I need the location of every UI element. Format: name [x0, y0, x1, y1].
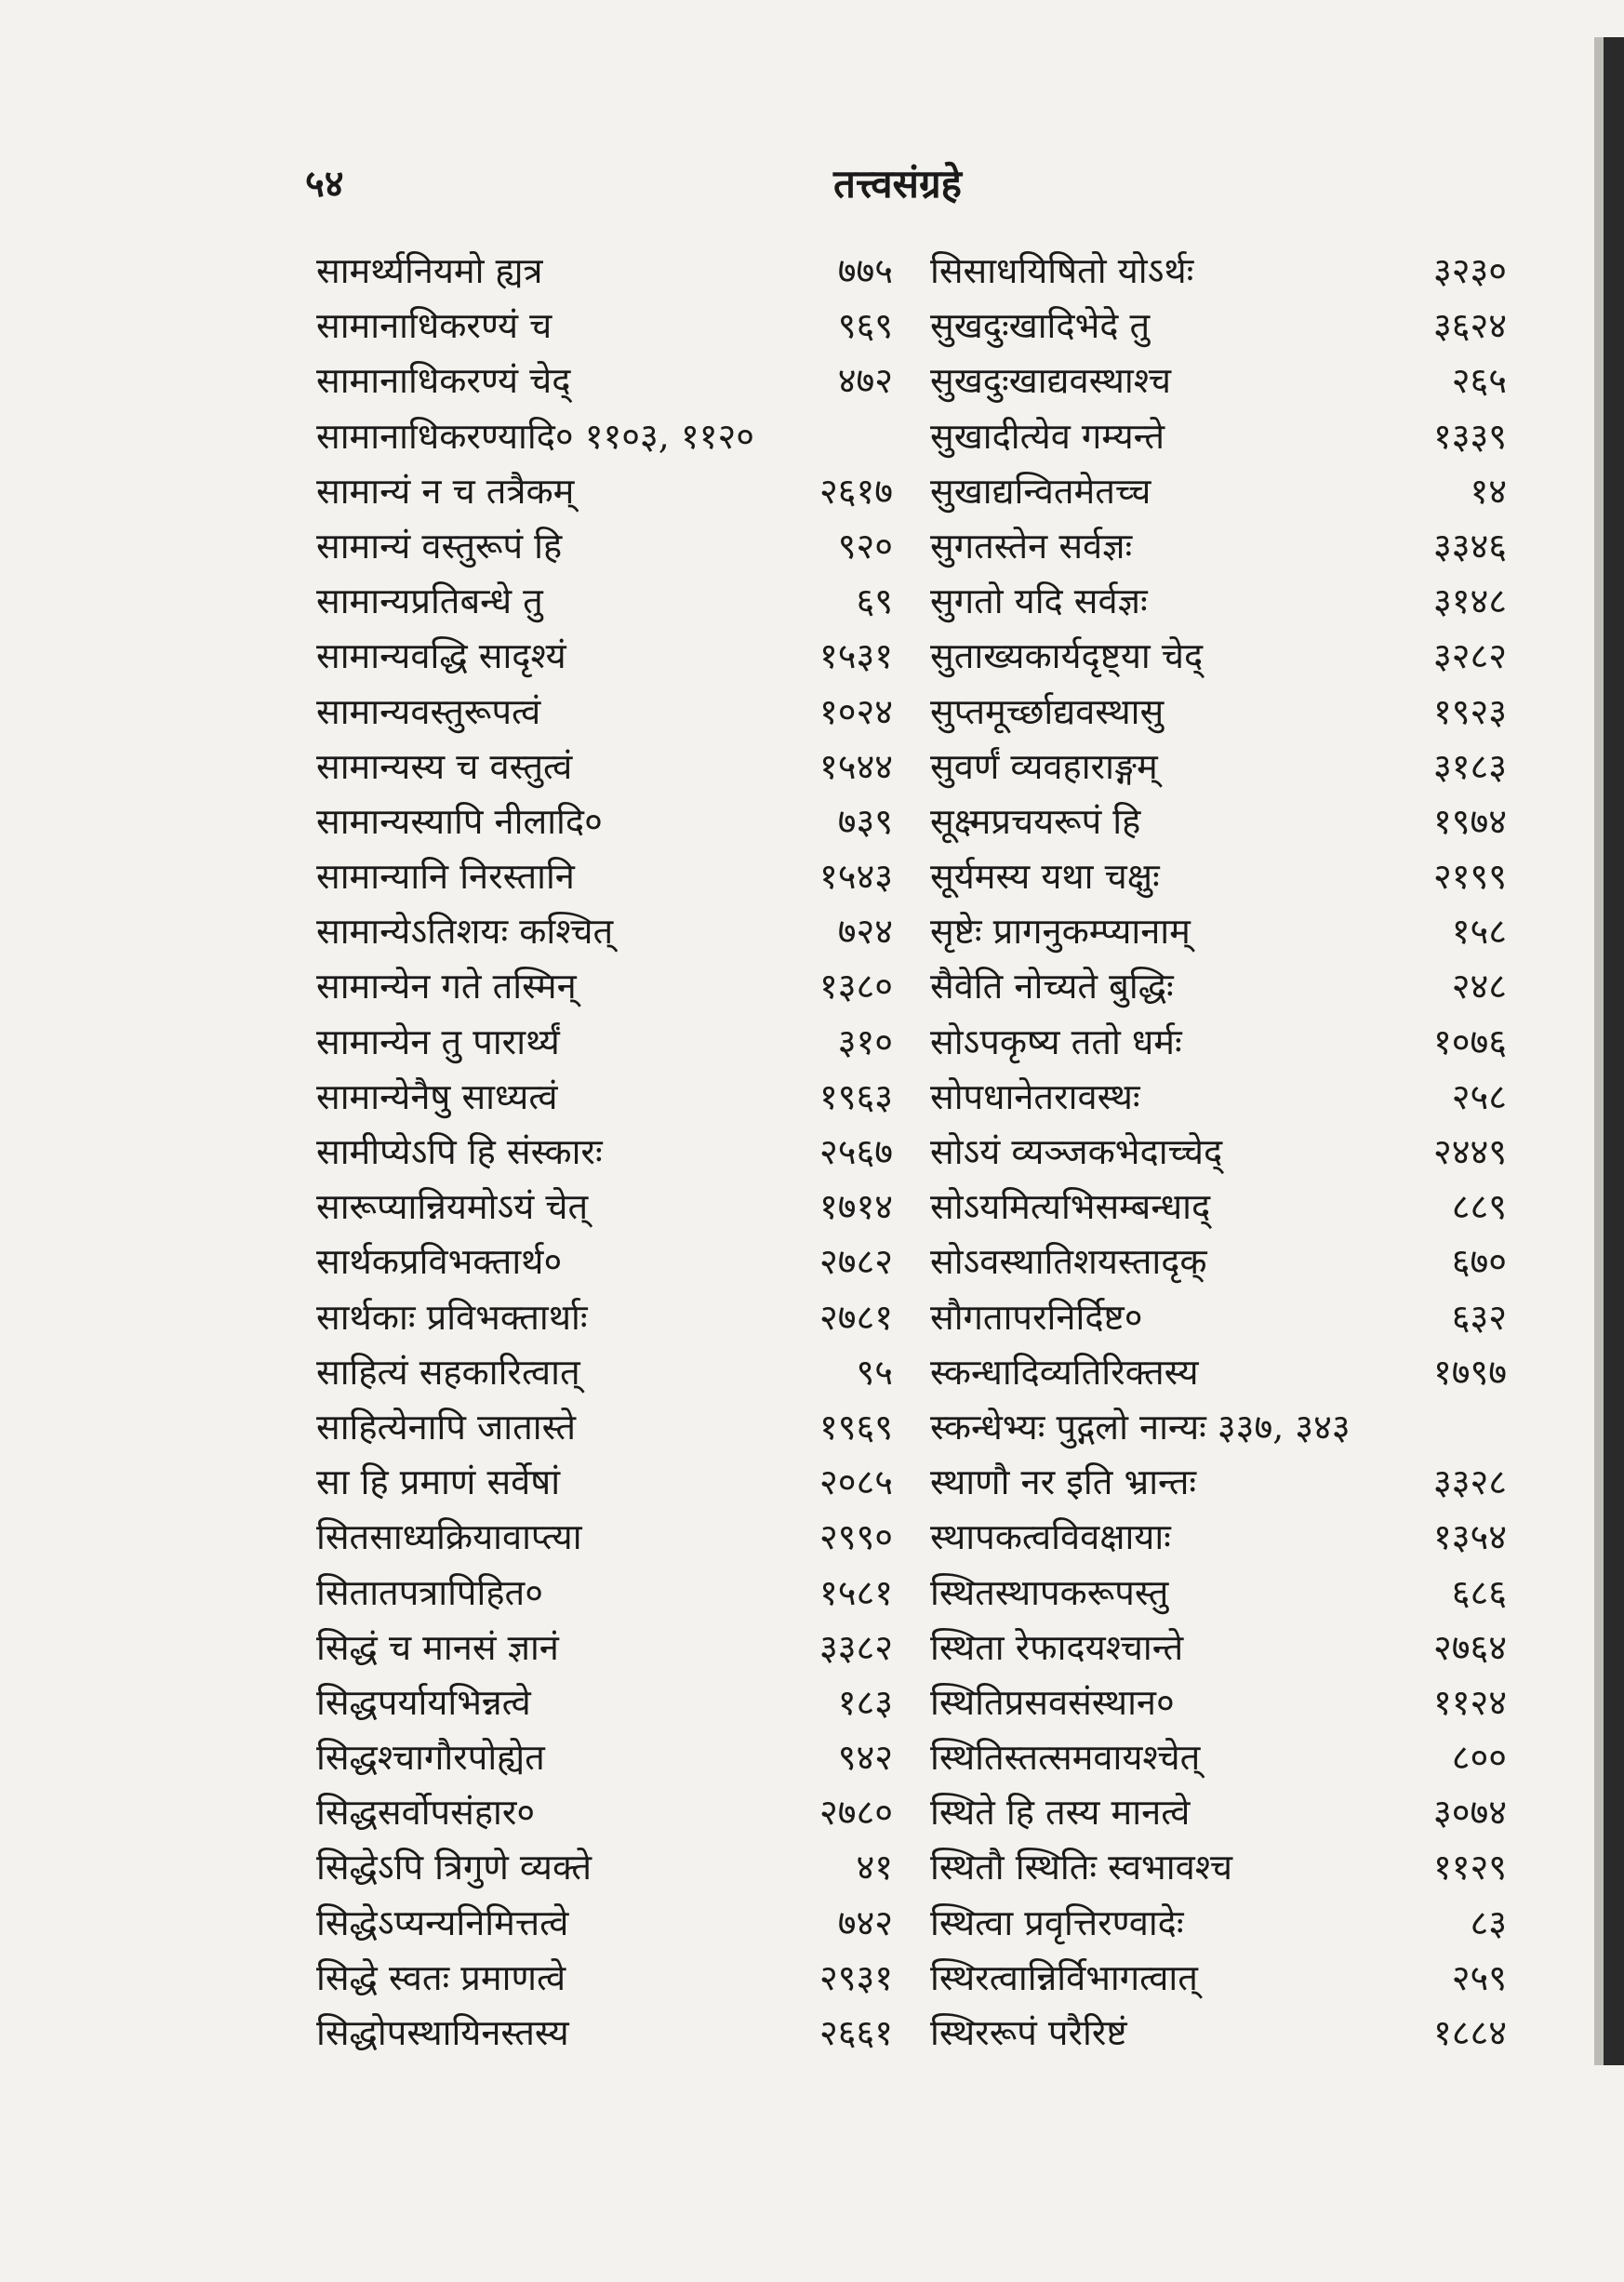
verse-number: ८३ — [1470, 1902, 1507, 1943]
index-entry — [930, 244, 1525, 299]
verse-opening: सामानाधिकरण्यं च — [316, 305, 552, 347]
verse-opening: सामानाधिकरण्यं चेद् — [316, 360, 571, 402]
index-entry — [316, 1180, 912, 1234]
verse-number: ७७५ — [837, 250, 893, 291]
verse-number: १९७४ — [1432, 800, 1507, 842]
verse-opening: सोपधानेतरावस्थः — [930, 1075, 1140, 1117]
index-entry — [316, 409, 912, 464]
verse-opening: स्थितिस्तत्समवायश्चेत् — [930, 1737, 1201, 1779]
verse-number: १९२३ — [1432, 690, 1507, 732]
verse-number: १३३९ — [1432, 415, 1507, 457]
verse-number: १३५४ — [1432, 1516, 1507, 1558]
index-entry — [930, 740, 1525, 794]
index-entry — [930, 354, 1525, 408]
index-entry — [316, 354, 912, 408]
verse-opening: स्कन्धेभ्यः पुद्गलो नान्यः ३३७, ३४३ — [930, 1406, 1351, 1448]
verse-number: २६६१ — [819, 2012, 893, 2053]
verse-number: १७९७ — [1432, 1351, 1507, 1393]
verse-number: ९६९ — [837, 305, 893, 347]
verse-opening: सुवर्णं व्यवहाराङ्गम् — [930, 745, 1158, 787]
verse-opening: स्थितिप्रसवसंस्थान० — [930, 1681, 1175, 1723]
verse-number: २७८१ — [819, 1296, 893, 1338]
index-entry — [930, 409, 1525, 464]
verse-number: ८८९ — [1451, 1186, 1507, 1228]
index-entry — [930, 849, 1525, 904]
page-gutter-shadow — [1594, 37, 1604, 2065]
verse-number: ६९ — [856, 581, 893, 622]
index-entry — [316, 1675, 912, 1730]
index-entry — [316, 1566, 912, 1621]
verse-opening: सिद्धं च मानसं ज्ञानं — [316, 1626, 559, 1668]
verse-number: ८०० — [1451, 1737, 1507, 1779]
page-header — [279, 156, 1516, 221]
page-number: ५४ — [305, 162, 344, 206]
verse-opening: स्थितस्थापकरूपस्तु — [930, 1571, 1169, 1613]
verse-index — [316, 244, 1525, 2179]
verse-opening: सोऽवस्थातिशयस्तादृक् — [930, 1241, 1207, 1283]
verse-number: १९६९ — [819, 1406, 893, 1448]
index-entry — [930, 464, 1525, 519]
verse-number: ३६२४ — [1432, 305, 1507, 347]
verse-number: २७८० — [819, 1792, 893, 1834]
verse-opening: सा हि प्रमाणं सर्वेषां — [316, 1461, 561, 1503]
verse-number: ३३४६ — [1432, 525, 1507, 567]
verse-opening: स्थितौ स्थितिः स्वभावश्च — [930, 1847, 1233, 1888]
verse-opening: सामान्यप्रतिबन्धे तु — [316, 581, 543, 622]
verse-opening: सितसाध्यक्रियावाप्त्या — [316, 1516, 582, 1558]
verse-opening: सामानाधिकरण्यादि० ११०३, ११२० — [316, 415, 754, 457]
verse-opening: सोऽपकृष्य ततो धर्मः — [930, 1021, 1182, 1062]
verse-opening: स्थापकत्वविवक्षायाः — [930, 1516, 1171, 1558]
verse-opening: सुखदुःखादिभेदे तु — [930, 305, 1151, 347]
index-entry — [930, 1125, 1525, 1180]
verse-number: ६३२ — [1451, 1296, 1507, 1338]
verse-number: ९५ — [856, 1351, 893, 1393]
verse-opening: स्थिते हि तस्य मानत्वे — [930, 1792, 1191, 1834]
verse-opening: सिद्धेऽपि त्रिगुणे व्यक्ते — [316, 1847, 592, 1888]
index-entry — [316, 685, 912, 740]
verse-number: ३३८२ — [819, 1626, 893, 1668]
verse-number: १५८१ — [819, 1571, 893, 1613]
verse-opening: सुप्तमूर्च्छाद्यवस्थासु — [930, 690, 1165, 732]
index-entry — [930, 904, 1525, 959]
verse-opening: सामान्येऽतिशयः कश्चित् — [316, 911, 614, 953]
index-entry — [930, 1730, 1525, 1785]
verse-opening: स्थित्वा प्रवृत्तिरण्वादेः — [930, 1902, 1184, 1943]
index-entry — [930, 574, 1525, 629]
verse-opening: सिद्धश्चागौरपोह्येत — [316, 1737, 545, 1779]
verse-number: ३१८३ — [1432, 745, 1507, 787]
verse-opening: साहित्यं सहकारित्वात् — [316, 1351, 580, 1393]
verse-number: २६१७ — [819, 470, 893, 512]
index-entry — [316, 794, 912, 849]
index-entry — [316, 1621, 912, 1675]
index-entry — [930, 1234, 1525, 1289]
index-entry — [930, 1840, 1525, 1895]
verse-opening: सामान्यस्यापि नीलादि० — [316, 800, 603, 842]
running-title: तत्त्वसंग्रहे — [833, 161, 962, 207]
index-entry — [930, 959, 1525, 1014]
verse-number: ३१० — [837, 1021, 893, 1062]
verse-opening: सिद्धसर्वोपसंहार० — [316, 1792, 536, 1834]
verse-opening: सुगतस्तेन सर्वज्ञः — [930, 525, 1133, 567]
index-entry — [930, 1455, 1525, 1510]
verse-number: ३०७४ — [1432, 1792, 1507, 1834]
verse-number: २४८ — [1451, 966, 1507, 1008]
verse-opening: सैवेति नोच्यते बुद्धिः — [930, 966, 1174, 1008]
index-entry — [930, 1400, 1525, 1455]
verse-opening: सामर्थ्यनियमो ह्यत्र — [316, 250, 543, 291]
index-entry — [316, 519, 912, 574]
verse-opening: स्थिता रेफादयश्चान्ते — [930, 1626, 1184, 1668]
verse-opening: सामान्यवस्तुरूपत्वं — [316, 690, 541, 732]
verse-opening: स्थाणौ नर इति भ्रान्तः — [930, 1461, 1197, 1503]
verse-opening: सामान्यं न च तत्रैकम् — [316, 470, 575, 512]
verse-number: १४ — [1470, 470, 1507, 512]
index-entry — [316, 1234, 912, 1289]
index-entry — [930, 1070, 1525, 1125]
verse-number: १५८ — [1451, 911, 1507, 953]
verse-opening: सोऽयमित्यभिसम्बन्धाद् — [930, 1186, 1211, 1228]
index-entry — [930, 685, 1525, 740]
index-entry — [930, 794, 1525, 849]
index-entry — [316, 959, 912, 1014]
verse-opening: साहित्येनापि जातास्ते — [316, 1406, 577, 1448]
verse-number: २५८ — [1451, 1075, 1507, 1117]
index-entry — [930, 299, 1525, 354]
verse-number: ७४२ — [837, 1902, 893, 1943]
verse-opening: सामान्येन गते तस्मिन् — [316, 966, 577, 1008]
verse-number: ९२० — [837, 525, 893, 567]
verse-number: ३३२८ — [1432, 1461, 1507, 1503]
verse-number: १५३१ — [819, 635, 893, 677]
index-entry — [316, 299, 912, 354]
verse-opening: स्थिररूपं परैरिष्टं — [930, 2012, 1127, 2053]
verse-opening: सामीप्येऽपि हि संस्कारः — [316, 1131, 603, 1172]
verse-number: ७३९ — [837, 800, 893, 842]
verse-number: ९४२ — [837, 1737, 893, 1779]
verse-opening: सोऽयं व्यञ्जकभेदाच्चेद् — [930, 1131, 1223, 1172]
verse-number: २४४९ — [1432, 1131, 1507, 1172]
index-entry — [930, 1785, 1525, 1840]
verse-number: २०८५ — [819, 1461, 893, 1503]
verse-number: २९३१ — [819, 1956, 893, 1998]
index-entry — [316, 1785, 912, 1840]
verse-number: १०७६ — [1432, 1021, 1507, 1062]
right-column — [930, 244, 1525, 2061]
index-entry — [930, 1621, 1525, 1675]
verse-opening: सामान्यानि निरस्तानि — [316, 856, 575, 898]
verse-number: ६७० — [1451, 1241, 1507, 1283]
verse-opening: सामान्येनैषु साध्यत्वं — [316, 1075, 558, 1117]
index-entry — [316, 1951, 912, 2006]
verse-number: ७२४ — [837, 911, 893, 953]
verse-number: ३१४८ — [1432, 581, 1507, 622]
index-entry — [316, 1730, 912, 1785]
verse-opening: सिसाधयिषितो योऽर्थः — [930, 250, 1194, 291]
verse-opening: सामान्यस्य च वस्तुत्वं — [316, 745, 573, 787]
verse-opening: सूर्यमस्य यथा चक्षुः — [930, 856, 1160, 898]
index-entry — [316, 1400, 912, 1455]
index-entry — [930, 629, 1525, 684]
verse-opening: सृष्टेः प्रागनुकम्प्यानाम् — [930, 911, 1191, 953]
verse-number: २७६४ — [1432, 1626, 1507, 1668]
verse-opening: सिद्धोपस्थायिनस्तस्य — [316, 2012, 569, 2053]
index-entry — [316, 849, 912, 904]
index-entry — [316, 574, 912, 629]
index-entry — [316, 740, 912, 794]
index-entry — [930, 1180, 1525, 1234]
verse-opening: सार्थकप्रविभक्तार्थ० — [316, 1241, 563, 1283]
verse-opening: सुखदुःखाद्यवस्थाश्च — [930, 360, 1172, 402]
index-entry — [930, 1951, 1525, 2006]
verse-number: २५९ — [1451, 1956, 1507, 1998]
verse-number: १९६३ — [819, 1075, 893, 1117]
index-entry — [316, 2006, 912, 2061]
index-entry — [930, 1510, 1525, 1565]
verse-number: १३८० — [819, 966, 893, 1008]
index-entry — [930, 1566, 1525, 1621]
index-entry — [316, 1015, 912, 1070]
index-entry — [930, 519, 1525, 574]
verse-opening: स्कन्धादिव्यतिरिक्तस्य — [930, 1351, 1199, 1393]
verse-number: ४१ — [856, 1847, 893, 1888]
verse-number: ११२४ — [1432, 1681, 1507, 1723]
book-spine-edge — [1604, 37, 1624, 2065]
verse-opening: सामान्येन तु पारार्थ्यं — [316, 1021, 560, 1062]
verse-opening: सुगतो यदि सर्वज्ञः — [930, 581, 1148, 622]
index-entry — [316, 629, 912, 684]
verse-number: २७८२ — [819, 1241, 893, 1283]
index-entry — [930, 1675, 1525, 1730]
verse-number: १५४३ — [819, 856, 893, 898]
verse-opening: सुखादीत्येव गम्यन्ते — [930, 415, 1165, 457]
index-entry — [316, 1840, 912, 1895]
verse-opening: सिद्धेऽप्यन्यनिमित्तत्वे — [316, 1902, 569, 1943]
verse-opening: स्थिरत्वान्निर्विभागत्वात् — [930, 1956, 1198, 1998]
verse-number: २५६७ — [819, 1131, 893, 1172]
verse-number: १५४४ — [819, 745, 893, 787]
verse-number: ३२८२ — [1432, 635, 1507, 677]
verse-opening: सामान्यवद्धि सादृश्यं — [316, 635, 566, 677]
verse-number: ४७२ — [837, 360, 893, 402]
verse-opening: सार्थकाः प्रविभक्तार्थाः — [316, 1296, 588, 1338]
left-column — [316, 244, 912, 2061]
verse-opening: सुताख्यकार्यदृष्ट्या चेद् — [930, 635, 1204, 677]
index-entry — [930, 1345, 1525, 1400]
verse-number: १०२४ — [819, 690, 893, 732]
verse-opening: सौगतापरनिर्दिष्ट० — [930, 1296, 1143, 1338]
index-entry — [930, 2006, 1525, 2061]
verse-number: ६८६ — [1451, 1571, 1507, 1613]
verse-opening: सामान्यं वस्तुरूपं हि — [316, 525, 563, 567]
verse-number: १८८४ — [1432, 2012, 1507, 2053]
verse-number: १७१४ — [819, 1186, 893, 1228]
index-entry — [930, 1290, 1525, 1345]
index-entry — [930, 1015, 1525, 1070]
index-entry — [316, 1290, 912, 1345]
index-entry — [316, 1455, 912, 1510]
verse-number: १८३ — [837, 1681, 893, 1723]
index-entry — [930, 1896, 1525, 1951]
verse-number: २६५ — [1451, 360, 1507, 402]
index-entry — [316, 1125, 912, 1180]
verse-opening: सुखाद्यन्वितमेतच्च — [930, 470, 1151, 512]
index-entry — [316, 1345, 912, 1400]
verse-opening: सारूप्यान्नियमोऽयं चेत् — [316, 1186, 589, 1228]
verse-number: २१९९ — [1432, 856, 1507, 898]
index-entry — [316, 1070, 912, 1125]
verse-number: ११२९ — [1432, 1847, 1507, 1888]
verse-opening: सितातपत्रापिहित० — [316, 1571, 543, 1613]
verse-opening: सिद्धपर्यायभिन्नत्वे — [316, 1681, 531, 1723]
index-entry — [316, 1896, 912, 1951]
verse-number: ३२३० — [1432, 250, 1507, 291]
verse-opening: सूक्ष्मप्रचयरूपं हि — [930, 800, 1141, 842]
verse-number: २९९० — [819, 1516, 893, 1558]
verse-opening: सिद्धे स्वतः प्रमाणत्वे — [316, 1956, 566, 1998]
index-entry — [316, 464, 912, 519]
index-entry — [316, 244, 912, 299]
index-entry — [316, 1510, 912, 1565]
index-entry — [316, 904, 912, 959]
